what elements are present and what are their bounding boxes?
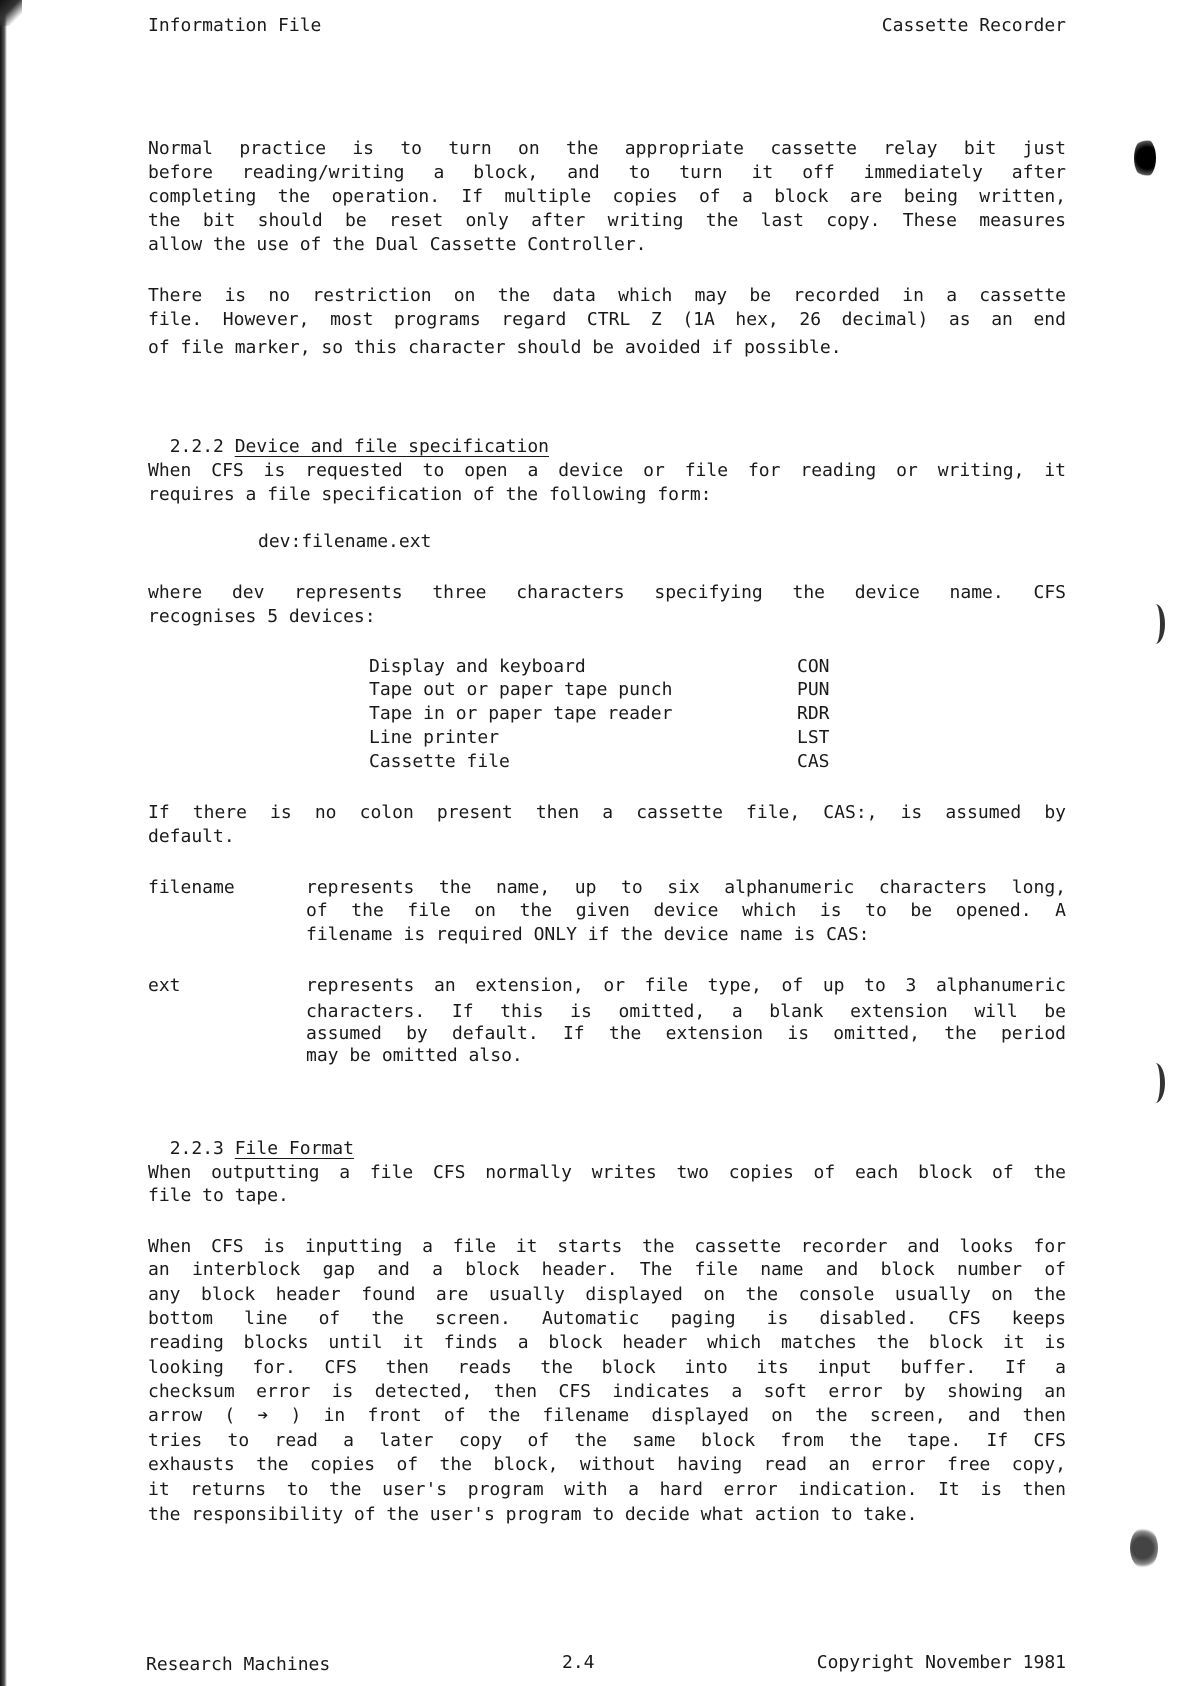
text-line: When CFS is requested to open a device or file for reading or writing, it xyxy=(148,460,1066,481)
section-title: Device and file specification xyxy=(234,436,549,457)
device-code: PUN xyxy=(797,679,830,700)
device-name: Cassette file xyxy=(369,751,510,772)
text-line: may be omitted also. xyxy=(306,1045,523,1066)
punch-hole-top xyxy=(1134,138,1156,178)
text-line: completing the operation. If multiple copies of a block are being written, xyxy=(148,186,1066,207)
spec-example: dev:filename.ext xyxy=(258,531,432,552)
text-line: before reading/writing a block, and to turn it off immediately after xyxy=(148,162,1066,183)
text-line: allow the use of the Dual Cassette Controller. xyxy=(148,234,647,255)
footer-left: Research Machines xyxy=(146,1654,331,1675)
text-line: Normal practice is to turn on the appropriate cassette relay bit just xyxy=(148,138,1066,159)
text-line: represents the name, up to six alphanumeric characters long, xyxy=(306,877,1066,898)
section-number: 2.2.3 xyxy=(169,1138,224,1159)
text-line: any block header found are usually displayed on the console usually on the xyxy=(148,1284,1066,1305)
punch-hole-bottom xyxy=(1130,1527,1158,1569)
section-number: 2.2.2 xyxy=(169,436,224,457)
text-line: represents an extension, or file type, of up to 3 alphanumeric xyxy=(306,975,1066,996)
binding-mark-middle-2 xyxy=(1146,1063,1165,1103)
text-line: arrow ( ➔ ) in front of the filename displayed on the screen, and then xyxy=(148,1405,1066,1426)
text-line: bottom line of the screen. Automatic paging is disabled. CFS keeps xyxy=(148,1308,1066,1329)
device-name: Display and keyboard xyxy=(369,656,586,677)
device-code: CON xyxy=(797,656,830,677)
section-heading-device-spec xyxy=(148,411,549,459)
text-line: filename is required ONLY if the device name is CAS: xyxy=(306,924,870,945)
text-line: recognises 5 devices: xyxy=(148,606,376,627)
text-line: of the file on the given device which is to be opened. A xyxy=(306,900,1066,921)
section-title: File Format xyxy=(234,1138,354,1159)
binding-mark-middle-1 xyxy=(1146,604,1165,644)
footer-right: Copyright November 1981 xyxy=(816,1652,1066,1673)
text-line: characters. If this is omitted, a blank extension will be xyxy=(306,1001,1066,1022)
text-line: the bit should be reset only after writing the last copy. These measures xyxy=(148,210,1066,231)
device-name: Tape in or paper tape reader xyxy=(369,703,673,724)
text-line: where dev represents three characters specifying the device name. CFS xyxy=(148,582,1066,603)
text-line: checksum error is detected, then CFS indicates a soft error by showing an xyxy=(148,1381,1066,1402)
text-line: There is no restriction on the data which may be recorded in a cassette xyxy=(148,285,1066,306)
text-line: the responsibility of the user's program to decide what action to take. xyxy=(148,1504,918,1525)
text-line: default. xyxy=(148,826,235,847)
text-line: When outputting a file CFS normally writes two copies of each block of the xyxy=(148,1162,1066,1183)
device-name: Tape out or paper tape punch xyxy=(369,679,673,700)
device-name: Line printer xyxy=(369,727,500,748)
text-line: file. However, most programs regard CTRL Z (1A hex, 26 decimal) as an end xyxy=(148,309,1066,330)
definition-term: ext xyxy=(148,975,181,996)
text-line: file to tape. xyxy=(148,1185,289,1206)
text-line: When CFS is inputting a file it starts the cassette recorder and looks for xyxy=(148,1236,1066,1257)
text-line: assumed by default. If the extension is omitted, the period xyxy=(306,1023,1066,1044)
device-code: RDR xyxy=(797,703,830,724)
text-line: looking for. CFS then reads the block into its input buffer. If a xyxy=(148,1357,1066,1378)
page-number: 2.4 xyxy=(562,1652,595,1673)
page-edge-shadow xyxy=(0,0,7,1686)
text-line: requires a file specification of the following form: xyxy=(148,484,712,505)
definition-term: filename xyxy=(148,877,235,898)
text-line: it returns to the user's program with a hard error indication. It is then xyxy=(148,1479,1066,1500)
text-line: an interblock gap and a block header. The file name and block number of xyxy=(148,1259,1066,1280)
device-code: LST xyxy=(797,727,830,748)
page-corner-fold xyxy=(0,0,22,26)
header-right: Cassette Recorder xyxy=(881,15,1066,36)
device-code: CAS xyxy=(797,751,830,772)
text-line: exhausts the copies of the block, without having read an error free copy, xyxy=(148,1454,1066,1475)
text-line: reading blocks until it finds a block header which matches the block it is xyxy=(148,1332,1066,1353)
text-line: tries to read a later copy of the same block from the tape. If CFS xyxy=(148,1430,1066,1451)
text-line: If there is no colon present then a cassette file, CAS:, is assumed by xyxy=(148,802,1066,823)
header-left: Information File xyxy=(148,15,322,36)
section-heading-file-format xyxy=(148,1113,354,1161)
text-line: of file marker, so this character should be avoided if possible. xyxy=(148,337,842,358)
